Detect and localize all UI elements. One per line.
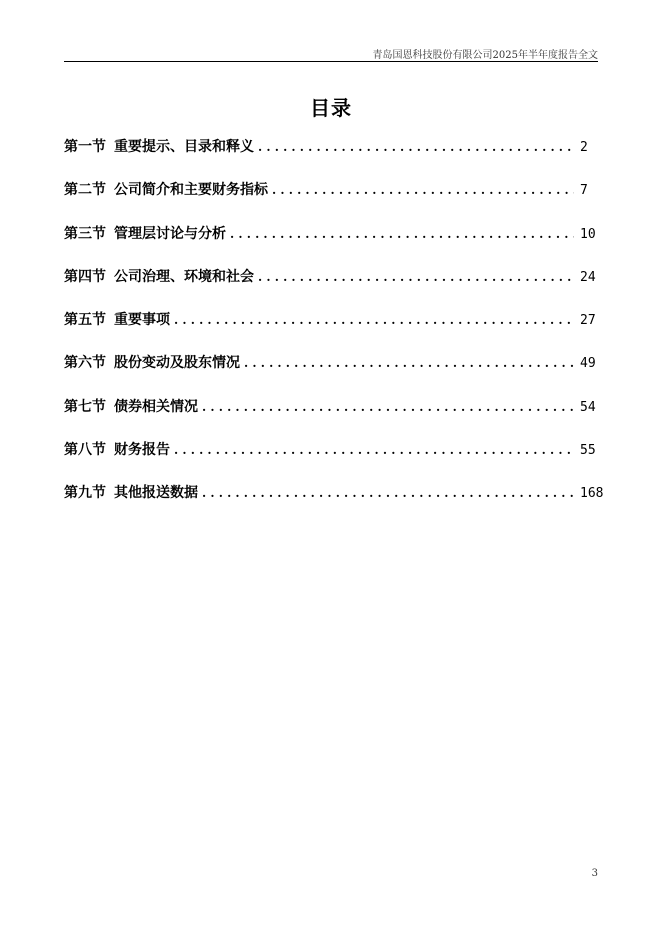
toc-heading: 管理层讨论与分析 xyxy=(114,225,226,242)
toc-page-number: 54 xyxy=(580,399,596,415)
toc-section-number: 第三节 xyxy=(64,225,106,242)
toc-section-number: 第六节 xyxy=(64,355,106,372)
toc-section-number: 第一节 xyxy=(64,139,106,155)
toc-dot-leader xyxy=(258,135,574,159)
toc-item-6[interactable] xyxy=(64,351,612,394)
toc-section-number: 第九节 xyxy=(64,485,106,502)
toc-page-number: 27 xyxy=(580,313,596,329)
toc-dot-leader xyxy=(202,481,574,505)
toc-heading: 公司简介和主要财务指标 xyxy=(114,182,268,199)
toc-heading: 财务报告 xyxy=(114,442,170,459)
toc-dot-leader xyxy=(258,265,574,289)
toc-page-number: 24 xyxy=(580,269,596,285)
toc-section-number: 第二节 xyxy=(64,182,106,199)
toc-dot-leader xyxy=(202,395,574,419)
toc-heading: 公司治理、环境和社会 xyxy=(114,268,254,285)
toc-item-9[interactable] xyxy=(64,481,612,524)
toc-heading: 债券相关情况 xyxy=(114,398,198,415)
footer-page-number: 3 xyxy=(591,868,598,879)
toc-list xyxy=(64,135,612,525)
toc-page-number: 7 xyxy=(580,183,588,199)
toc-heading: 重要事项 xyxy=(114,312,170,329)
toc-heading: 股份变动及股东情况 xyxy=(114,355,240,372)
document-header-title: 青岛国恩科技股份有限公司2025年半年度报告全文 xyxy=(372,50,598,61)
toc-page-number: 10 xyxy=(580,226,596,242)
toc-item-8[interactable] xyxy=(64,438,612,481)
toc-section-number: 第八节 xyxy=(64,442,106,459)
toc-page-number: 49 xyxy=(580,356,596,372)
header-divider xyxy=(64,61,598,62)
toc-dot-leader xyxy=(174,438,574,462)
toc-item-5[interactable] xyxy=(64,308,612,351)
toc-item-7[interactable] xyxy=(64,395,612,438)
toc-item-2[interactable] xyxy=(64,178,612,221)
toc-heading: 其他报送数据 xyxy=(114,485,198,502)
toc-section-number: 第五节 xyxy=(64,312,106,329)
toc-title: 目录 xyxy=(310,96,352,120)
toc-dot-leader xyxy=(272,178,574,202)
toc-dot-leader xyxy=(244,351,574,375)
toc-item-3[interactable] xyxy=(64,222,612,265)
toc-page-number: 168 xyxy=(580,486,604,502)
toc-section-number: 第四节 xyxy=(64,268,106,285)
toc-section-number: 第七节 xyxy=(64,398,106,415)
toc-item-1[interactable] xyxy=(64,135,612,178)
toc-dot-leader xyxy=(174,308,574,332)
toc-heading: 重要提示、目录和释义 xyxy=(114,139,254,155)
toc-page-number: 2 xyxy=(580,140,588,155)
toc-item-4[interactable] xyxy=(64,265,612,308)
toc-dot-leader xyxy=(230,222,574,246)
toc-page-number: 55 xyxy=(580,443,596,459)
